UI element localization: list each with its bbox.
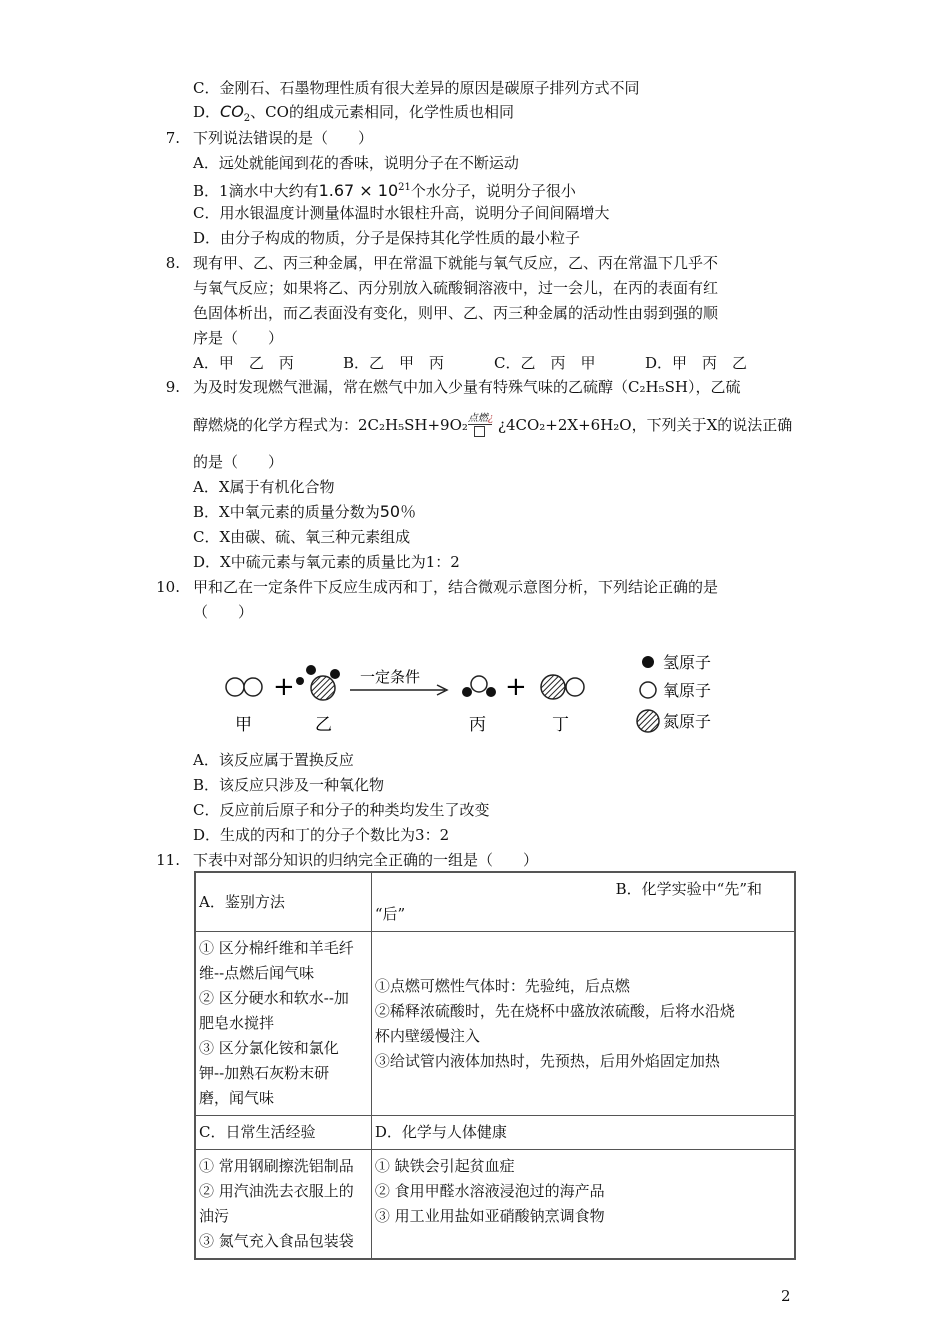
q9-percentage: 50％ [379, 502, 417, 521]
table-head-b: B．化学实验中“先”和 “后” [371, 872, 795, 932]
legend-hydrogen-label: 氢原子 [663, 653, 712, 672]
q10-stem-line2: （ ） [193, 603, 254, 621]
q8-stem-line1: 现有甲、乙、丙三种金属，甲在常温下就能与氧气反应，乙、丙在常温下几乎不 [193, 254, 719, 272]
co2-formula: CO [220, 102, 244, 121]
legend-nitrogen-icon [637, 710, 659, 732]
missing-glyph-box [474, 426, 485, 437]
co2-subscript: 2 [243, 113, 251, 124]
q9-option-c: C．X由碳、硫、氧三种元素组成 [193, 528, 411, 546]
legend-hydrogen-icon [642, 656, 654, 668]
plus-2: + [505, 672, 527, 702]
micro-reaction-diagram [215, 640, 735, 740]
q10-option-b: B．该反应只涉及一种氧化物 [193, 776, 385, 794]
q10-option-c: C．反应前后原子和分子的种类均发生了改变 [193, 801, 490, 819]
molecule-ding-icon [541, 675, 584, 699]
table-head-c: C．日常生活经验 [195, 1116, 371, 1150]
q9-option-b [193, 501, 416, 523]
q8-stem-line4: 序是（ ） [193, 329, 284, 347]
q9-equation-right: ¿4CO₂+2X+6H₂O，下列关于X的说法正确 [497, 416, 793, 434]
q10-option-d: D．生成的丙和丁的分子个数比为3：2 [193, 826, 450, 844]
table-head-d: D．化学与人体健康 [371, 1116, 795, 1150]
q7-number-exponent: 21 [398, 182, 411, 193]
q9-option-b-pre: B．X中氧元素的质量分数为 [193, 503, 380, 521]
option-c-prev: C．金刚石、石墨物理性质有很大差异的原因是碳原子排列方式不同 [193, 79, 640, 97]
reaction-arrow-icon [350, 685, 447, 695]
molecule-yi-icon [296, 665, 340, 700]
q7-option-b-pre: B．1滴水中大约有 [193, 182, 319, 200]
q9-stem-line2 [193, 414, 792, 436]
q7-option-a: A．远处就能闻到花的香味，说明分子在不断运动 [193, 154, 519, 172]
molecule-jia-icon [226, 678, 262, 696]
q7-number: 7. [165, 129, 180, 147]
table-cell-a-items: ① 区分棉纤维和羊毛纤 维--点燃后闻气味 ② 区分硬水和软水--加 肥皂水搅拌 ③ 区分氯化铵和氯化 钾--加熟石灰粉末研 磨，闻气味 [195, 932, 371, 1116]
page-number: 2 [781, 1287, 791, 1305]
q10-stem: 甲和乙在一定条件下反应生成丙和丁，结合微观示意图分析，下列结论正确的是 [193, 578, 719, 596]
knowledge-table [194, 871, 796, 1260]
legend-nitrogen-label: 氮原子 [663, 712, 712, 731]
molecule-bing-icon [462, 676, 496, 697]
table-cell-c-items: ① 常用钢刷擦洗铝制品 ② 用汽油洗去衣服上的 油污 ③ 氮气充入食品包装袋 [195, 1150, 371, 1260]
q9-stem-line1: 为及时发现燃气泄漏，常在燃气中加入少量有特殊气味的乙硫醇（C₂H₅SH），乙硫 [193, 378, 741, 396]
q7-option-b [193, 177, 576, 202]
reaction-condition [467, 413, 498, 436]
q7-option-b-post: 个水分子，说明分子很小 [410, 182, 576, 200]
q10-option-a: A．该反应属于置换反应 [193, 751, 354, 769]
q7-option-c: C．用水银温度计测量体温时水银柱升高，说明分子间间隔增大 [193, 204, 610, 222]
option-d-prev [193, 101, 514, 130]
q8-number: 8. [165, 254, 180, 272]
q8-option-d: D．甲 丙 乙 [645, 354, 748, 372]
table-head-a: A．鉴别方法 [195, 872, 371, 932]
arrow-label: 一定条件 [360, 668, 421, 686]
q8-option-c: C．乙 丙 甲 [494, 354, 596, 372]
option-d-prefix: D． [193, 103, 221, 121]
table-cell-d-items: ① 缺铁会引起贫血症 ② 食用甲醛水溶液浸泡过的海产品 ③ 用工业用盐如亚硝酸钠烹调食物 [371, 1150, 795, 1260]
label-bing: 丙 [469, 715, 486, 735]
q8-stem-line3: 色固体析出，而乙表面没有变化，则甲、乙、丙三种金属的活动性由弱到强的顺 [193, 304, 719, 322]
q8-stem-line2: 与氧气反应；如果将乙、丙分别放入硫酸铜溶液中，过一会儿，在丙的表面有红 [193, 279, 719, 297]
q11-stem: 下表中对部分知识的归纳完全正确的一组是（ ） [193, 851, 539, 869]
q7-option-d: D．由分子构成的物质，分子是保持其化学性质的最小粒子 [193, 229, 581, 247]
plus-1: + [273, 672, 295, 702]
q9-option-a: A．X属于有机化合物 [193, 478, 335, 496]
q8-option-a: A．甲 乙 丙 [193, 354, 294, 372]
q9-option-d: D．X中硫元素与氧元素的质量比为1：2 [193, 553, 460, 571]
reaction-condition-label: 点燃¿ [467, 413, 494, 424]
legend-oxygen-icon [640, 682, 656, 698]
q11-number: 11. [156, 851, 180, 869]
q7-stem: 下列说法错误的是（ ） [193, 129, 374, 147]
q9-number: 9. [165, 378, 180, 396]
q7-number-mantissa: 1.67 × 10 [318, 181, 399, 200]
q8-option-b: B．乙 甲 丙 [343, 354, 445, 372]
label-ding: 丁 [552, 715, 569, 735]
label-yi: 乙 [315, 715, 332, 735]
label-jia: 甲 [235, 715, 252, 735]
option-d-rest: 、CO的组成元素相同，化学性质也相同 [250, 103, 514, 121]
q9-equation-left: 醇燃烧的化学方程式为：2C₂H₅SH+9O₂ [193, 416, 468, 434]
table-cell-b-items: ①点燃可燃性气体时：先验纯，后点燃 ②稀释浓硫酸时，先在烧杯中盛放浓硫酸，后将水沿烧 杯内壁缓慢注入 ③给试管内液体加热时，先预热，后用外焰固定加热 [371, 932, 795, 1116]
q9-stem-line3: 的是（ ） [193, 453, 284, 471]
q10-number: 10. [156, 578, 180, 596]
legend-oxygen-label: 氧原子 [663, 681, 712, 700]
